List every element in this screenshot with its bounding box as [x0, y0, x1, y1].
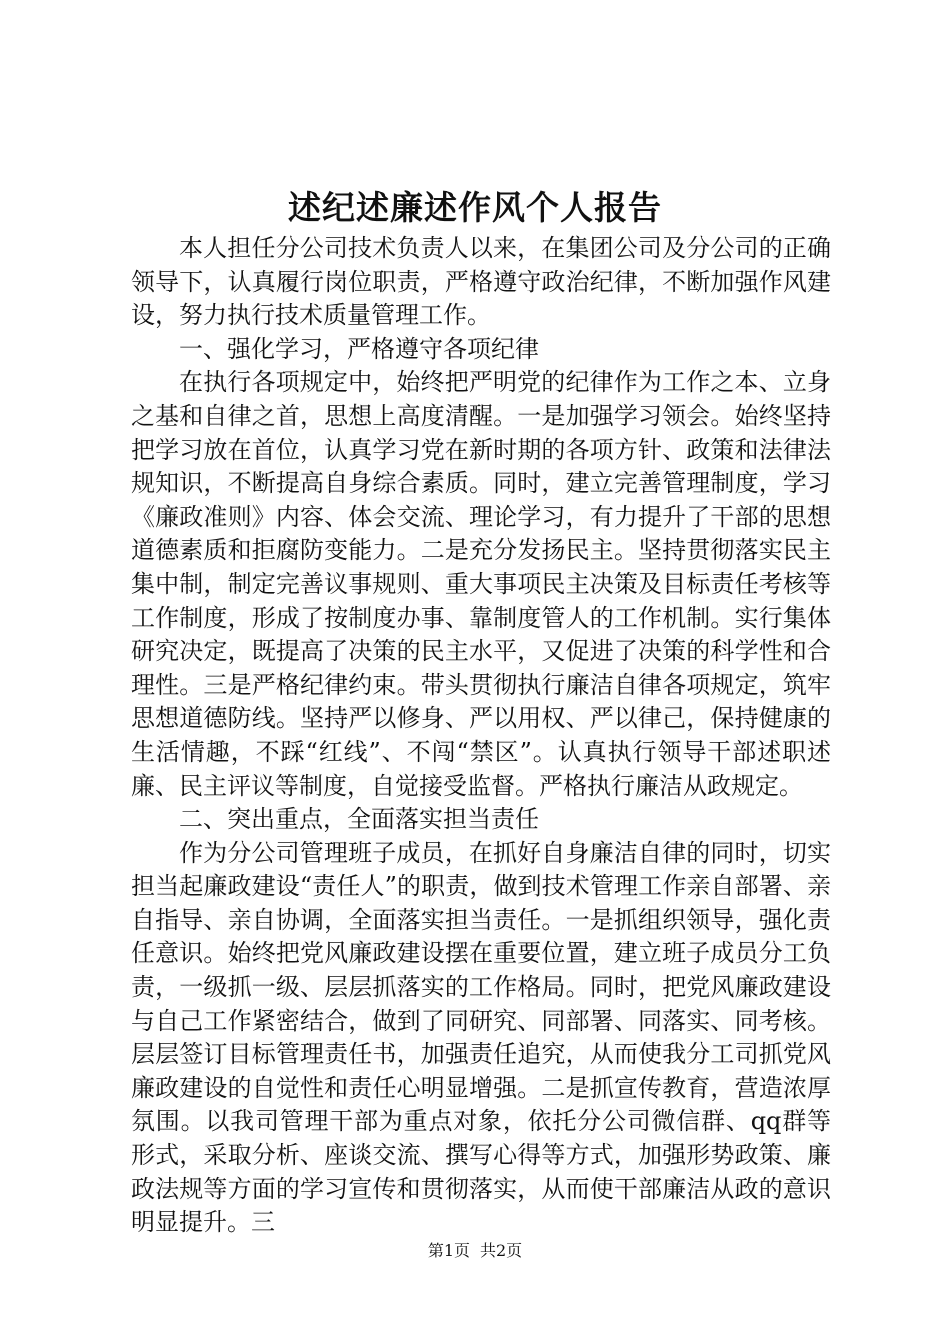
section-heading: 二、突出重点，全面落实担当责任 [179, 805, 539, 834]
document-body [131, 232, 831, 1240]
section-heading: 一、强化学习，严格遵守各项纪律 [179, 334, 539, 363]
intro-paragraph: 本人担任分公司技术负责人以来，在集团公司及分公司的正确领导下，认真履行岗位职责，严格遵守政治纪律，不断加强作风建设，努力执行技术质量管理工作。 [131, 234, 831, 330]
page-number: 第1页 [427, 1241, 470, 1260]
page-total: 共2页 [480, 1241, 523, 1260]
body-paragraph: 在执行各项规定中，始终把严明党的纪律作为工作之本、立身之基和自律之首，思想上高度清醒。一是加强学习领会。始终坚持把学习放在首位，认真学习党在新时期的各项方针、政策和法律法规知识，不断提高自身综合素质。同时，建立完善管理制度，学习《廉政准则》内容、体会交流、理论学习，有力提升了干部的思想道德素质和拒腐防变能力。二是充分发扬民主。坚持贯彻落实民主集中制，制定完善议事规则、重大事项民主决策及目标责任考核等工作制度，形成了按制度办事、靠制度管人的工作机制。实行集体研究决定，既提高了决策的民主水平，又促进了决策的科学性和合理性。三是严格纪律约束。带头贯彻执行廉洁自律各项规定，筑牢思想道德防线。坚持严以修身、严以用权、严以律己，保持健康的生活情趣，不踩“红线”、不闯“禁区”。认真执行领导干部述职述廉、民主评议等制度，自觉接受监督。严格执行廉洁从政规定。 [131, 368, 831, 800]
page-footer [0, 1240, 950, 1262]
body-paragraph: 作为分公司管理班子成员，在抓好自身廉洁自律的同时，切实担当起廉政建设“责任人”的职责，做到技术管理工作亲自部署、亲自指导、亲自协调，全面落实担当责任。一是抓组织领导，强化责任意识。始终把党风廉政建设摆在重要位置，建立班子成员分工负责，一级抓一级、层层抓落实的工作格局。同时，把党风廉政建设与自己工作紧密结合，做到了同研究、同部署、同落实、同考核。层层签订目标管理责任书，加强责任追究，从而使我分工司抓党风廉政建设的自觉性和责任心明显增强。二是抓宣传教育，营造浓厚氛围。以我司管理干部为重点对象，依托分公司微信群、qq群等形式，采取分析、座谈交流、撰写心得等方式，加强形势政策、廉政法规等方面的学习宣传和贯彻落实，从而使干部廉洁从政的意识明显提升。三 [131, 838, 831, 1237]
document-title: 述纪述廉述作风个人报告 [288, 188, 662, 227]
